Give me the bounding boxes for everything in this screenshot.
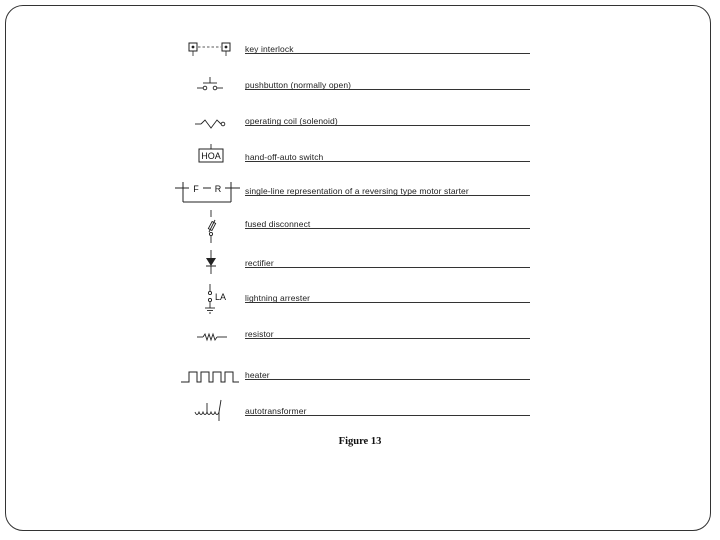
symbol-row-pushbutton: [0, 72, 720, 108]
la-text: LA: [215, 292, 227, 302]
symbol-row-key-interlock: [0, 36, 720, 72]
lightning-arrester-symbol: [175, 282, 240, 318]
symbol-row-lightning-arrester: [0, 282, 720, 318]
label-underline: [245, 161, 530, 162]
symbol-label: operating coil (solenoid): [245, 116, 338, 126]
label-underline: [245, 53, 530, 54]
label-underline: [245, 302, 530, 303]
symbol-label: autotransformer: [245, 406, 307, 416]
label-underline: [245, 415, 530, 416]
symbol-row-reversing-starter: [0, 178, 720, 214]
symbol-row-operating-coil: [0, 108, 720, 144]
operating-coil-symbol: [175, 108, 240, 144]
label-underline: [245, 89, 530, 90]
pushbutton-symbol: [175, 72, 240, 108]
symbol-label: rectifier: [245, 258, 274, 268]
symbol-label: hand-off-auto switch: [245, 152, 324, 162]
label-underline: [245, 379, 530, 380]
fused-disconnect-symbol: [175, 210, 240, 246]
symbol-label: heater: [245, 370, 270, 380]
rectifier-symbol: [175, 248, 240, 284]
symbol-row-rectifier: [0, 248, 720, 284]
forward-text: F: [193, 184, 199, 194]
symbol-label: resistor: [245, 329, 274, 339]
symbol-row-heater: [0, 362, 720, 398]
symbol-label: pushbutton (normally open): [245, 80, 352, 90]
symbol-label: single-line representation of a reversing type motor starter: [245, 186, 469, 196]
symbol-row-autotransformer: [0, 396, 720, 432]
autotransformer-symbol: [175, 396, 240, 432]
label-underline: [245, 267, 530, 268]
reverse-text: R: [214, 184, 222, 194]
symbol-label: lightning arrester: [245, 293, 311, 303]
heater-symbol: [175, 362, 240, 398]
key-interlock-symbol: [175, 36, 240, 72]
label-underline: [245, 125, 530, 126]
resistor-symbol: [175, 320, 240, 356]
symbol-row-resistor: [0, 320, 720, 356]
reversing-starter-symbol: [175, 178, 240, 214]
symbol-label: fused disconnect: [245, 219, 311, 229]
symbol-row-fused-disconnect: [0, 210, 720, 246]
hoa-text: HOA: [201, 151, 221, 161]
figure-caption: Figure 13: [338, 436, 382, 447]
label-underline: [245, 338, 530, 339]
symbol-label: key interlock: [245, 44, 294, 54]
label-underline: [245, 228, 530, 229]
label-underline: [245, 195, 530, 196]
hoa-switch-symbol: [175, 144, 240, 180]
symbol-row-hoa-switch: [0, 144, 720, 180]
